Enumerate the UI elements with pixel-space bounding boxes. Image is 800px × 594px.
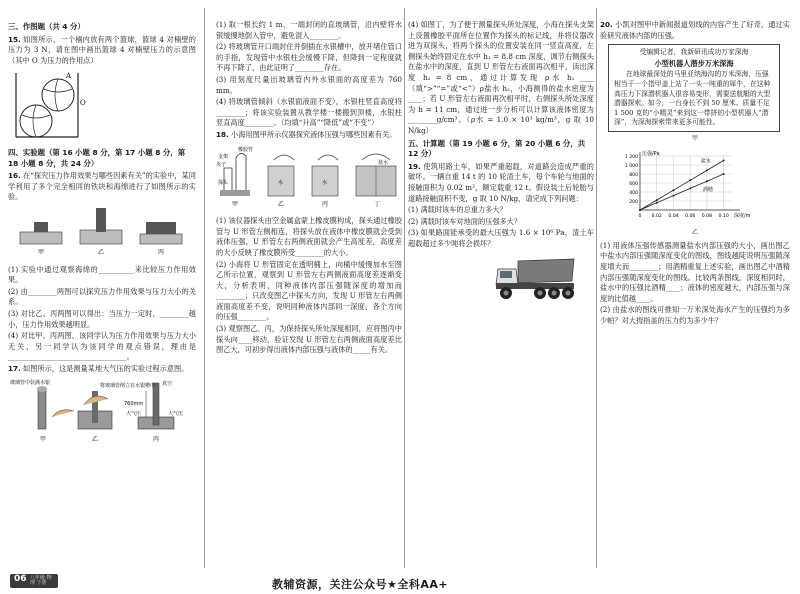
y-tick-label: 800 (629, 172, 638, 178)
label-bing: 丙 (158, 248, 165, 256)
y-tick-label: 1 000 (624, 163, 638, 169)
question-18-3: (3) 观察图乙、丙，为保持探头所处深度相同，应将图丙中探头向____移动，验证发现 U 形管左右两侧液面高度差比图乙大，可初步得出液体内部压强与液体的_____有关。 (216, 324, 402, 355)
question-number: 18. (216, 129, 229, 139)
chart-svg (614, 148, 764, 222)
news-clipping (608, 44, 780, 132)
data-point (706, 169, 708, 171)
question-19-2: (2) 满载时该车对地面的压强多大？ (408, 216, 522, 226)
x-tick-label: 0.08 (701, 213, 713, 219)
question-19-1: (1) 满载时该车的总重力多大？ (408, 205, 507, 215)
label-jia: 甲 (40, 436, 47, 444)
question-text: 小凯对图甲中新闻报道划线的内容产生了好奇，通过实验研究液体内部的压强。 (600, 20, 790, 40)
footer-watermark-text: 教辅资源，关注公众号★全科AA+ (272, 578, 449, 591)
question-19 (408, 162, 594, 204)
series-label: 酒精 (702, 186, 713, 193)
question-17-2: (2) 将玻璃管开口端封住并倒插在水银槽中，放开堵住管口的手指，发现管中水银柱会缓慢下降，但降到一定程度就不再下降了，由此证明了________存在。 (216, 42, 402, 73)
column-divider (404, 8, 405, 568)
label-a: A (66, 72, 72, 81)
x-tick-label: 0 (638, 213, 642, 219)
label-saltwater: 盐水 (378, 159, 389, 166)
question-16-2: (2) 由________两图可以探究压力作用效果与压力大小的关系。 (8, 286, 196, 307)
pressure-depth-chart (614, 148, 790, 226)
label-hose: 橡胶管 (238, 146, 254, 153)
page-subtitle: 八年级 物理 下册 (30, 575, 52, 586)
question-20-2: (2) 由盐水的图线可推知一万米深处海水产生的压强约为多少帕？对大拇指盖的压力约为多少牛？ (600, 305, 790, 325)
question-number: 20. (600, 20, 613, 29)
column-4 (600, 20, 790, 327)
question-text: 使筑用路土车，如果严重超载，对道路会造成严重的破坏。一辆自重 14 t 的 10 轮渣土车，每个车轮与地面的接触面积为 0.02 m²，额定载重 12 t。假设装土后轮胎与道路接触面积不变，g 取 10 N/kg，请完成下列问题： (408, 161, 594, 203)
dump-truck-image (494, 255, 594, 305)
y-tick-label: 400 (629, 190, 638, 196)
question-17-1: (1) 取一根长约 1 m、一端封闭的直玻璃管，沿内壁将水银缓慢地倒入管中，避免混入________。 (216, 20, 402, 40)
question-text: 如图所示，一个楠内放有两个篮球，篮球 4 对楠壁的压力为 3 N，请在图中画出篮球 4 对楠壁压力的示意图（其中 O 为压力的作用点） (8, 34, 196, 65)
question-17-3: (3) 用刻度尺量出玻璃管内外水银面的高度差为 760 mm。 (216, 74, 402, 95)
series-line-saltwater (640, 160, 724, 210)
y-tick-label: 600 (629, 181, 638, 187)
question-17 (8, 364, 196, 375)
x-tick-label: 0.04 (668, 213, 679, 219)
data-point (689, 187, 691, 189)
news-dateline: 受编辑记者，我新研讯成功万家深海 (639, 48, 749, 57)
y-axis-label: 压强/Pa (642, 150, 660, 157)
data-point (672, 189, 674, 191)
question-15 (8, 35, 196, 67)
page-number: 06 (14, 574, 27, 584)
news-title: 小型机器人潜步万米深海 (654, 58, 734, 68)
figure-label-jia: 甲 (691, 134, 698, 142)
question-19-3: (3) 如果路面能承受的最大压强为 1.6 × 10⁶ Pa，渣土车超载超过多少吨将会损坏？ (408, 228, 594, 248)
section-heading: 四、实验题（第 16 小题 8 分，第 17 小题 8 分，第 18 小题 8 分，共 24 分） (8, 147, 186, 168)
data-point (656, 201, 658, 203)
pressure-gauge-figure (216, 144, 402, 214)
question-number: 16. (8, 171, 21, 181)
x-axis-label: 深度/m (734, 212, 751, 219)
column-divider (204, 8, 205, 568)
label-atm-left: 大气压 (126, 411, 142, 418)
question-17-4: (4) 将玻璃管倾斜（水银面液面不变），水银柱竖直高度将________；将该实验装置从教学楼一楼搬到顶楼，水银柱竖直高度________。（均填“升高”“降低”或“不变”） (216, 97, 402, 128)
data-point (706, 180, 708, 182)
news-body: 在地球最深处的马里亚纳海沟的万米深海，压强相当于一个指甲盖上站了一头一吨重的犀牛，在这种高压力下深潜机器人很容易变形，需要送航艇的大型潜器探索。如今，一台身长不到 50 厘米、质量不足 1 500 克的“小精灵”来到这一带挤的小型机器人“潜深”，为深海探索带来更多可能性。 (614, 70, 771, 127)
question-16-3: (3) 对比乙、丙两图可以得出：当压力一定时，________越小，压力作用效果越明显。 (8, 308, 196, 329)
question-20-1: (1) 用液体压强传感器测量盐水内部压强的大小，画出图乙中盐水内部压强随深度变化的图线，图线越陡说明压强随深度增大而________；用酒精重复上述实验，画出图乙中酒精内部压强随深度变化的图线。比较两条图线，深度相同时，盐水中的压强比酒精____；液体的密度越大，内部压强与深度的比值越____。 (600, 240, 790, 303)
question-16-1: (1) 实验中通过观察海绵的__________来比较压力作用效果。 (8, 264, 196, 285)
label-760mm: 760mm (124, 401, 144, 408)
question-18-2: (2) 小海将 U 形管固定在透明桶上，向桶中缓慢加水至图乙所示位置，观察到 U 形管左右两侧液面高度差逐渐变大，分析表明，同种液体内部压强随深度的增加而________；只改变图乙中探头方向，发现 U 形管左右两侧液面高度差不变，说明同种液体内部同一深度，各个方向的压强________。 (216, 259, 402, 322)
question-18-1: (1) 该仪器探头由空金属盒蒙上橡皮膜构成，探头通过橡胶管与 U 形管左侧相连，将探头放在液体中橡皮膜就会受到液体压强，U 形管左右两侧液面就会产生高度差，高度差的大小反映了橡皮膜所受________的大小。 (216, 216, 402, 257)
label-yi: 乙 (278, 200, 285, 208)
label-clip: 夹子 (216, 161, 227, 168)
column-2 (216, 20, 402, 357)
question-number: 15. (8, 34, 21, 44)
column-1 (8, 20, 196, 452)
label-jia: 甲 (38, 248, 45, 256)
data-point (723, 159, 725, 161)
data-point (672, 194, 674, 196)
label-water-2: 水 (322, 179, 328, 186)
page-footer (0, 572, 800, 594)
label-ding: 丁 (374, 200, 381, 208)
data-point (723, 173, 725, 175)
torricelli-figure (8, 377, 196, 449)
y-tick-label: 200 (629, 199, 638, 205)
sponge-figure (8, 206, 196, 262)
column-divider (596, 8, 597, 568)
question-18 (216, 130, 402, 141)
question-16-4: (4) 对比甲、丙两图，该同学认为压力作用效果与压力大小无关，另一同学认为该同学的观点错误，理由是_________________________________。 (8, 331, 196, 362)
label-yi: 乙 (92, 436, 99, 444)
question-18-4: (4) 如图丁，为了便于测量探头所处深度，小海在探头支架上设置橡胶平面所在位置作为探头的标记线，并将仪器改进为双探头，将两个探头的位置安装在同一竖直高度，左侧探头始终固定在水中 h₁ = 8.8 cm 深度，调节右侧探头在盐水中的深度，直到 U 形管左右液面再次相平，读出深度 h₂ = 8 cm，通过计算发现 ρ水 h₁ ____（填“>”“=”或“<”）ρ盐水 h₂，小海测得的盐水密度为____；若 U 形管左右液面再次相平时，右侧探头所处深度为 h = 11 cm，通过进一步分析可以计算该液体密度为________g/cm³。（ρ水 = 1.0 × 10³ kg/m³，g 取 10 N/kg） (408, 20, 594, 135)
basketball-figure (8, 69, 196, 145)
label-stand: 支架 (218, 153, 229, 160)
figure-label-yi: 乙 (691, 229, 698, 237)
label-atm-right: 大气压 (168, 411, 184, 418)
label-invert: 将玻璃管倒立在水银槽中 (100, 383, 156, 390)
section-heading: 五、计算题（第 19 小题 6 分，第 20 小题 6 分，共 12 分） (408, 138, 586, 159)
column-3 (408, 20, 594, 308)
question-number: 17. (8, 363, 21, 373)
label-jia: 甲 (232, 200, 239, 208)
data-point (689, 179, 691, 181)
x-tick-label: 0.06 (685, 213, 696, 219)
label-bing: 丙 (153, 436, 160, 444)
label-probe: 探头 (218, 179, 229, 186)
question-text: 在“探究压力作用效果与哪些因素有关”的实验中，某同学利用了多个完全相同的铁块和海绵进行了如图所示的实验。 (8, 171, 196, 202)
question-text: 小海用图甲所示仪器探究液体压强与哪些因素有关。 (231, 129, 397, 139)
data-point (639, 209, 641, 211)
question-20 (600, 20, 790, 41)
x-tick-label: 0.02 (651, 213, 662, 219)
label-bing: 丙 (322, 200, 329, 208)
label-o: O (80, 99, 86, 108)
question-text: 如图所示，这是测量某地大气压的实验过程示意图。 (23, 363, 189, 373)
series-label: 盐水 (700, 157, 711, 164)
label-fill: 玻璃管中装满水银 (10, 380, 51, 387)
label-vacuum: 真空 (162, 381, 173, 388)
data-point (656, 199, 658, 201)
question-16 (8, 171, 196, 203)
y-tick-label: 1 200 (624, 154, 638, 160)
label-water-1: 水 (278, 179, 284, 186)
x-tick-label: 0.10 (718, 213, 729, 219)
question-number: 19. (408, 161, 421, 171)
label-yi: 乙 (98, 248, 105, 256)
section-heading: 三、作图题（共 4 分） (8, 22, 85, 31)
